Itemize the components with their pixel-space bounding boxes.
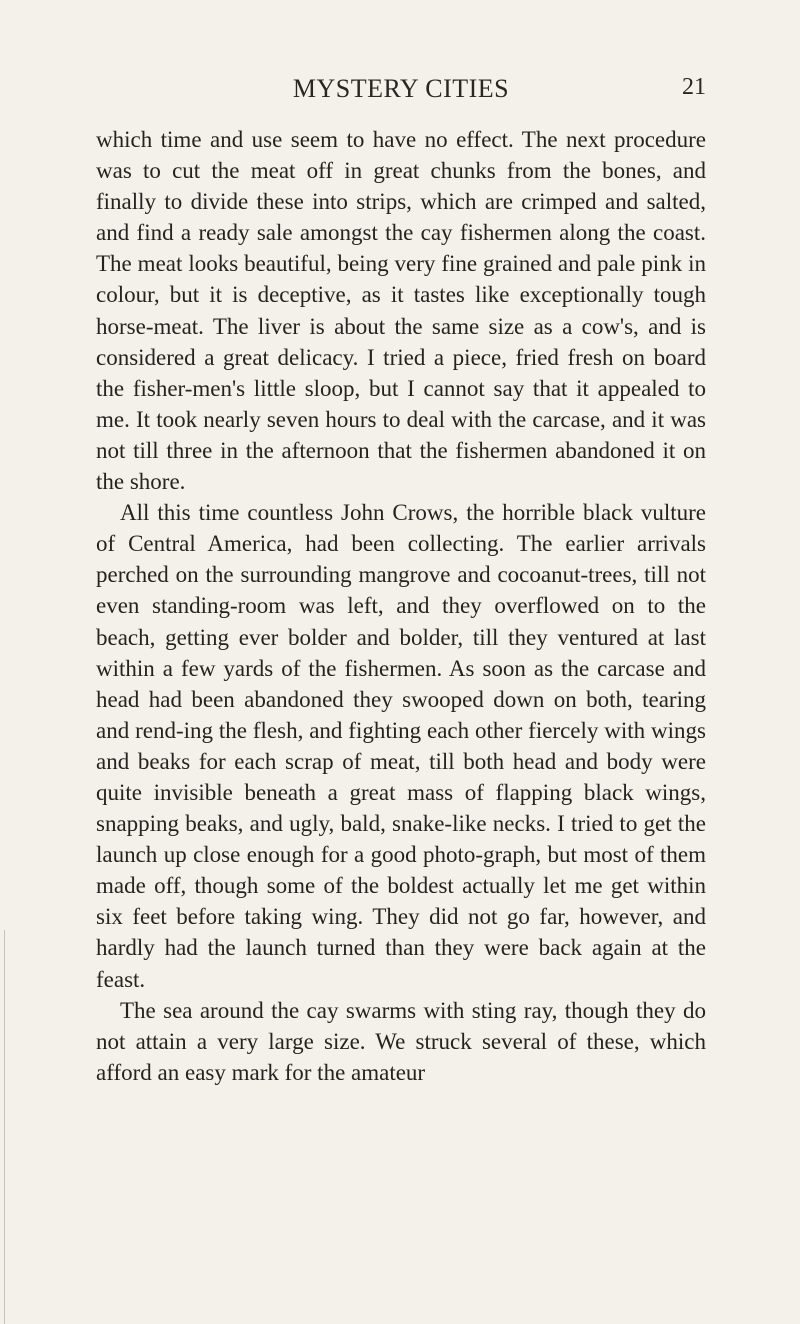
page-number: 21 <box>682 74 706 100</box>
paragraph-1: which time and use seem to have no effect. The next procedure was to cut the meat off in great chunks from the bones, and finally to divide these into strips, which are crimped and salted, and find a ready sale amongst the cay fishermen along the coast. The meat looks beautiful, being very fine grained and pale pink in colour, but it is deceptive, as it tastes like exceptionally tough horse-meat. The liver is about the same size as a cow's, and is considered a great delicacy. I tried a piece, fried fresh on board the fisher-men's little sloop, but I cannot say that it appealed to me. It took nearly seven hours to deal with the carcase, and it was not till three in the afternoon that the fishermen abandoned it on the shore. <box>96 127 706 495</box>
body-text <box>96 124 706 1088</box>
running-head: MYSTERY CITIES <box>292 74 510 103</box>
paragraph-3: The sea around the cay swarms with sting ray, though they do not attain a very large size. We struck several of these, which afford an easy mark for the amateur <box>96 997 706 1085</box>
page-edge-shadow <box>4 930 5 1324</box>
page-header <box>96 74 706 108</box>
paragraph-2: All this time countless John Crows, the horrible black vulture of Central America, had been collecting. The earlier arrivals perched on the surrounding mangrove and cocoanut-trees, till not even standing-room was left, and they overflowed on to the beach, getting ever bolder and bolder, till they ventured at last within a few yards of the fishermen. As soon as the carcase and head had been abandoned they swooped down on both, tearing and rend-ing the flesh, and fighting each other fiercely with wings and beaks for each scrap of meat, till both head and body were quite invisible beneath a great mass of flapping black wings, snapping beaks, and ugly, bald, snake-like necks. I tried to get the launch up close enough for a good photo-graph, but most of them made off, though some of the boldest actually let me get within six feet before taking wing. They did not go far, however, and hardly had the launch turned than they were back again at the feast. <box>96 500 706 992</box>
